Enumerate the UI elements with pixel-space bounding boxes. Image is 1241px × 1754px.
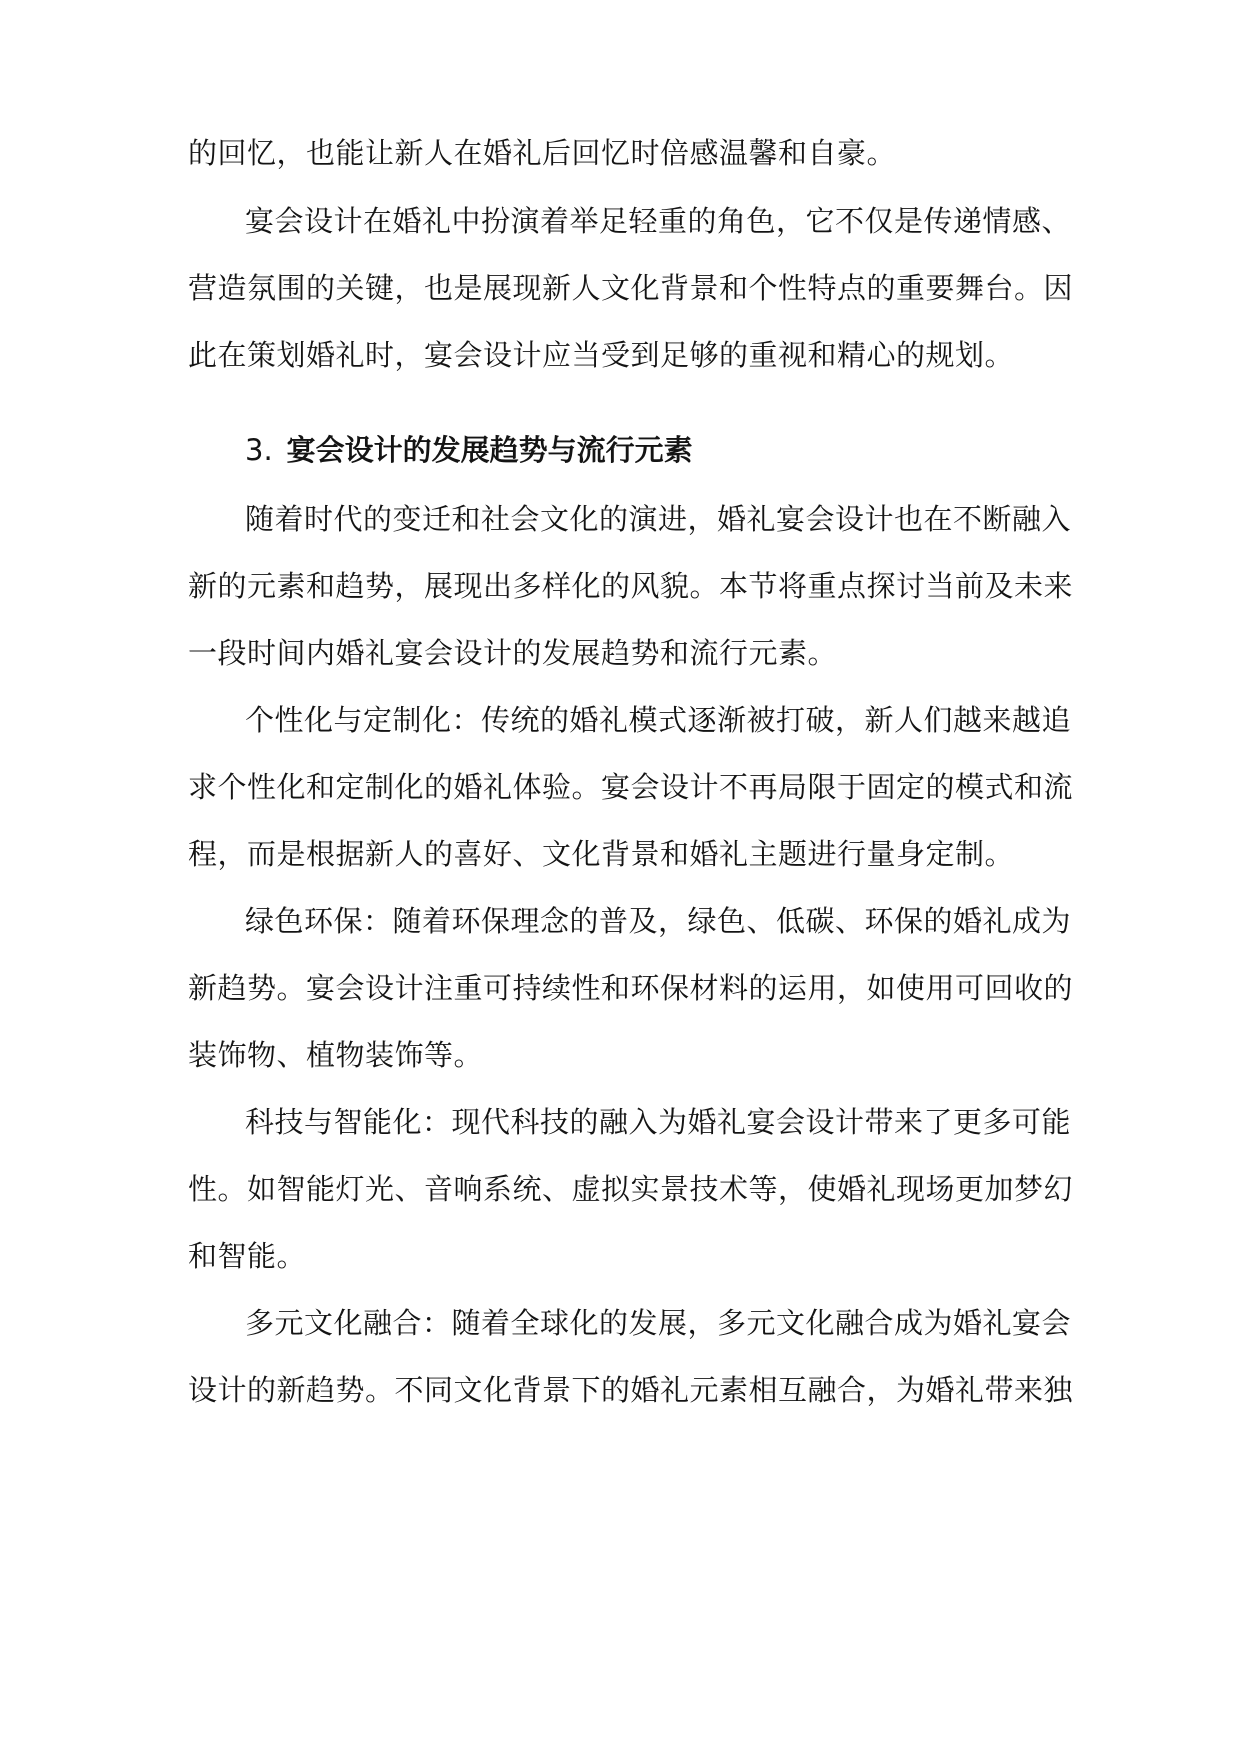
text-line: 新的元素和趋势，展现出多样化的风貌。本节将重点探讨当前及未来 [188,569,1074,603]
text-line: 的回忆，也能让新人在婚礼后回忆时倍感温馨和自豪。 [188,136,897,170]
text-line: 营造氛围的关键，也是展现新人文化背景和个性特点的重要舞台。因 [188,271,1074,305]
section-number: 3. [245,433,273,467]
text-line: 此在策划婚礼时，宴会设计应当受到足够的重视和精心的规划。 [188,338,1015,372]
text-line: 新趋势。宴会设计注重可持续性和环保材料的运用，如使用可回收的 [188,971,1074,1005]
paragraph-first-line: 科技与智能化：现代科技的融入为婚礼宴会设计带来了更多可能 [245,1105,1072,1139]
text-line: 一段时间内婚礼宴会设计的发展趋势和流行元素。 [188,636,838,670]
text-line: 和智能。 [188,1239,307,1273]
paragraph-first-line: 个性化与定制化：传统的婚礼模式逐渐被打破，新人们越来越追 [245,703,1072,737]
text-line: 装饰物、植物装饰等。 [188,1038,484,1072]
paragraph-first-line: 宴会设计在婚礼中扮演着举足轻重的角色，它不仅是传递情感、 [245,204,1072,238]
paragraph-first-line: 随着时代的变迁和社会文化的演进，婚礼宴会设计也在不断融入 [245,502,1072,536]
paragraph-first-line: 绿色环保：随着环保理念的普及，绿色、低碳、环保的婚礼成为 [245,904,1072,938]
text-line: 求个性化和定制化的婚礼体验。宴会设计不再局限于固定的模式和流 [188,770,1074,804]
text-line: 性。如智能灯光、音响系统、虚拟实景技术等，使婚礼现场更加梦幻 [188,1172,1074,1206]
text-line: 程，而是根据新人的喜好、文化背景和婚礼主题进行量身定制。 [188,837,1015,871]
text-line: 设计的新趋势。不同文化背景下的婚礼元素相互融合，为婚礼带来独 [188,1373,1074,1407]
paragraph-first-line: 多元文化融合：随着全球化的发展，多元文化融合成为婚礼宴会 [245,1306,1072,1340]
section-title: 宴会设计的发展趋势与流行元素 [286,433,693,467]
section-heading [245,430,693,470]
